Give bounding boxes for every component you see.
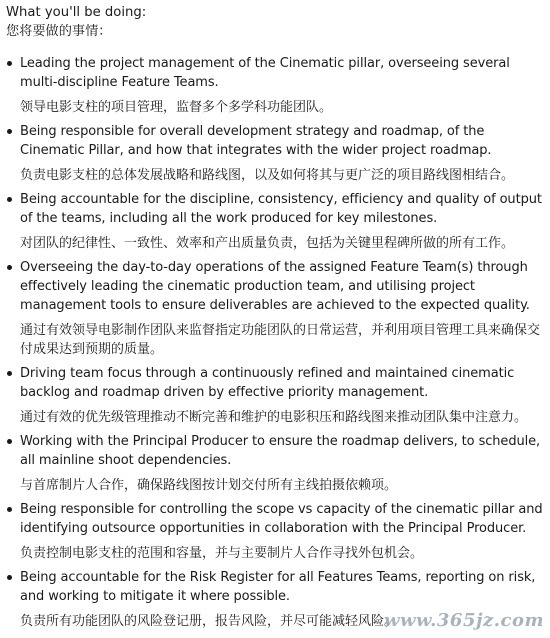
section-heading: What you'll be doing: (6, 5, 147, 20)
task-text: Being responsible for controlling the scope vs capacity of the cinematic pillar and identifying outsource opportunities in collaboration with the Principal Producer. (20, 502, 543, 536)
task-text: Leading the project management of the Cinematic pillar, overseeing several multi-discipline Feature Teams. (20, 56, 510, 90)
site-watermark: www.365jz.com (383, 610, 544, 631)
list-item (6, 122, 546, 185)
list-item (6, 54, 546, 117)
list-item (6, 190, 546, 253)
task-text: Overseeing the day-to-day operations of the assigned Feature Team(s) through effectively leading the cinematic production team, and utilising project management tools to ensure deliverables are achieved to the expected quality. (20, 260, 530, 313)
task-text: Being accountable for the Risk Register for all Features Teams, reporting on risk, and working to mitigate it where possible. (20, 570, 536, 604)
task-text: Being responsible for overall development strategy and roadmap, of the Cinematic Pillar, and how that integrates with the wider project roadmap. (20, 124, 492, 158)
task-translation: 领导电影支柱的项目管理，监督多个多学科功能团队。 (20, 100, 333, 115)
task-text: Driving team focus through a continuously refined and maintained cinematic backlog and roadmap driven by effective priority management. (20, 366, 515, 400)
task-translation: 通过有效领导电影制作团队来监督指定功能团队的日常运营，并利用项目管理工具来确保交付成果达到预期的质量。 (20, 323, 541, 357)
task-translation: 负责电影支柱的总体发展战略和路线图，以及如何将其与更广泛的项目路线图相结合。 (20, 168, 515, 183)
list-item (6, 258, 546, 359)
list-item (6, 500, 546, 563)
task-translation: 对团队的纪律性、一致性、效率和产出质量负责，包括为关键里程碑所做的所有工作。 (20, 236, 515, 251)
list-item (6, 364, 546, 427)
task-translation: 与首席制片人合作，确保路线图按计划交付所有主线拍摄依赖项。 (20, 478, 398, 493)
section-heading-translation: 您将要做的事情： (6, 24, 112, 39)
list-item (6, 432, 546, 495)
task-list (6, 54, 546, 631)
task-translation: 通过有效的优先级管理推动不断完善和维护的电影积压和路线图来推动团队集中注意力。 (20, 410, 528, 425)
task-translation: 负责控制电影支柱的范围和容量，并与主要制片人合作寻找外包机会。 (20, 546, 424, 561)
task-translation: 负责所有功能团队的风险登记册，报告风险，并尽可能减轻风险。 (20, 614, 398, 629)
task-text: Being accountable for the discipline, consistency, efficiency and quality of output of the teams, including all the work produced for key milestones. (20, 192, 542, 226)
task-text: Working with the Principal Producer to ensure the roadmap delivers, to schedule, all mainline shoot dependencies. (20, 434, 541, 468)
job-description (6, 3, 546, 636)
